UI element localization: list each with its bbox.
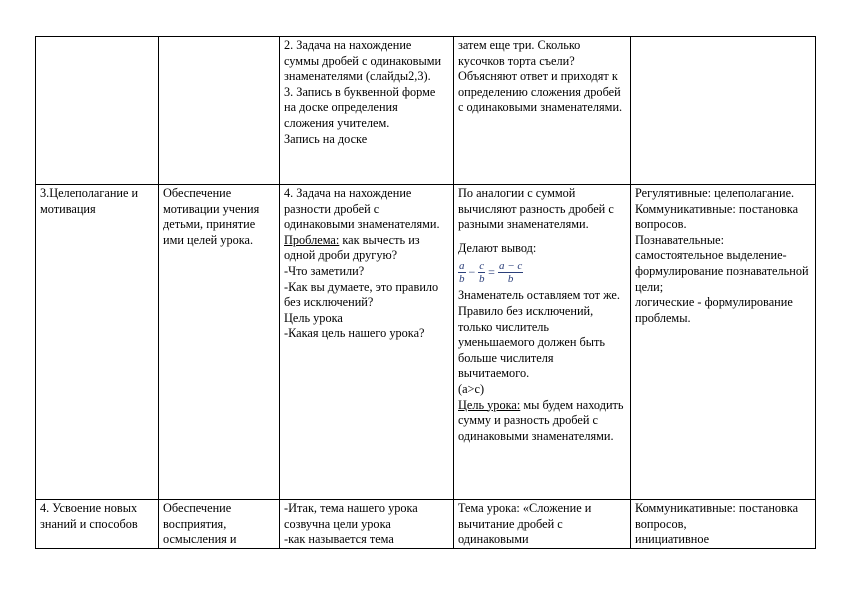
stage-text: 3.Целеполагание и мотивация [40, 186, 139, 216]
problem-line [284, 233, 449, 264]
stage-cell [36, 185, 159, 500]
operator: − [468, 264, 476, 279]
goal-text: мы будем находить сумму и разность дробей с одинаковыми знаменателями. [458, 397, 624, 443]
fraction: $\frac{a}{b}$ [459, 259, 465, 285]
teacher-activity-cell [280, 500, 454, 549]
goal-label: Цель урока: [458, 397, 521, 412]
fraction: $\frac{a - c}{b}$ [498, 259, 523, 285]
problem-label: Проблема: [284, 232, 340, 247]
teacher-activity-cell [280, 185, 454, 500]
uud-text: Регулятивные: целеполагание. [635, 186, 795, 200]
uud-text: логические - формулирование проблемы. [635, 295, 793, 325]
table-row [36, 500, 816, 549]
teacher-text: 2. Задача на нахождение суммы дробей с одинаковыми знаменателями (слайды2,3). [284, 38, 442, 84]
uud-text: инициативное [635, 532, 710, 547]
student-activity-cell [454, 185, 631, 500]
student-text: Знаменатель оставляем тот же. [458, 288, 620, 303]
purpose-text: Обеспечение восприятия, осмысления и [163, 501, 237, 547]
student-activity-cell [454, 500, 631, 549]
purpose-cell [159, 185, 280, 500]
teacher-text: -Итак, тема нашего урока созвучна цели урока [284, 501, 418, 531]
teacher-text: -Что заметили? [284, 263, 365, 278]
teacher-activity-cell [280, 37, 454, 185]
lesson-plan-table [35, 36, 816, 549]
teacher-text: Цель урока [284, 310, 343, 325]
teacher-text: -как называется тема [284, 532, 394, 547]
teacher-text: -Какая цель нашего урока? [284, 326, 425, 341]
operator: = [488, 264, 495, 279]
stage-cell [36, 500, 159, 549]
student-text: Тема урока: «Сложение и вычитание дробей с одинаковыми [458, 501, 592, 547]
uud-text: Познавательные: самостоятельное выделение-формулирование познавательной цели; [635, 232, 809, 294]
purpose-cell [159, 37, 280, 185]
student-text: Правило без исключений, только числитель уменьшаемого должен быть больше числителя вычитаемого. [458, 303, 606, 381]
student-text: По аналогии с суммой вычисляют разность дробей с разными знаменателями. [458, 186, 614, 232]
student-text: затем еще три. Сколько кусочков торта съели? [458, 38, 581, 68]
teacher-text: Запись на доске [284, 131, 368, 146]
table-row [36, 185, 816, 500]
uud-text: Коммуникативные: постановка вопросов. [635, 201, 799, 232]
student-activity-cell [454, 37, 631, 185]
student-text: Делают вывод: [458, 240, 537, 255]
teacher-text: 3. Запись в буквенной форме на доске определения сложения учителем. [284, 84, 436, 130]
stage-text: 4. Усвоение новых знаний и способов [40, 501, 138, 531]
teacher-text: 4. Задача на нахождение разности дробей с одинаковыми знаменателями. [284, 186, 440, 232]
stage-cell [36, 37, 159, 185]
uud-text: Коммуникативные: постановка вопросов, [635, 501, 799, 531]
fraction: $\frac{c}{b}$ [478, 259, 485, 285]
problem-text: как вычесть из одной дроби другую? [284, 232, 420, 263]
uud-cell [631, 185, 816, 500]
teacher-text: -Как вы думаете, это правило без исключений? [284, 279, 439, 310]
uud-cell [631, 500, 816, 549]
student-text: Объясняют ответ и приходят к определению сложения дробей с одинаковыми знаменателями. [458, 69, 623, 115]
purpose-text: Обеспечение мотивации учения детьми, принятие ими целей урока. [163, 186, 260, 247]
fraction-formula [458, 256, 626, 288]
student-text: (a>c) [458, 381, 485, 396]
table-row [36, 37, 816, 185]
uud-cell [631, 37, 816, 185]
goal-line [458, 398, 626, 445]
purpose-cell [159, 500, 280, 549]
spacer [458, 233, 626, 241]
